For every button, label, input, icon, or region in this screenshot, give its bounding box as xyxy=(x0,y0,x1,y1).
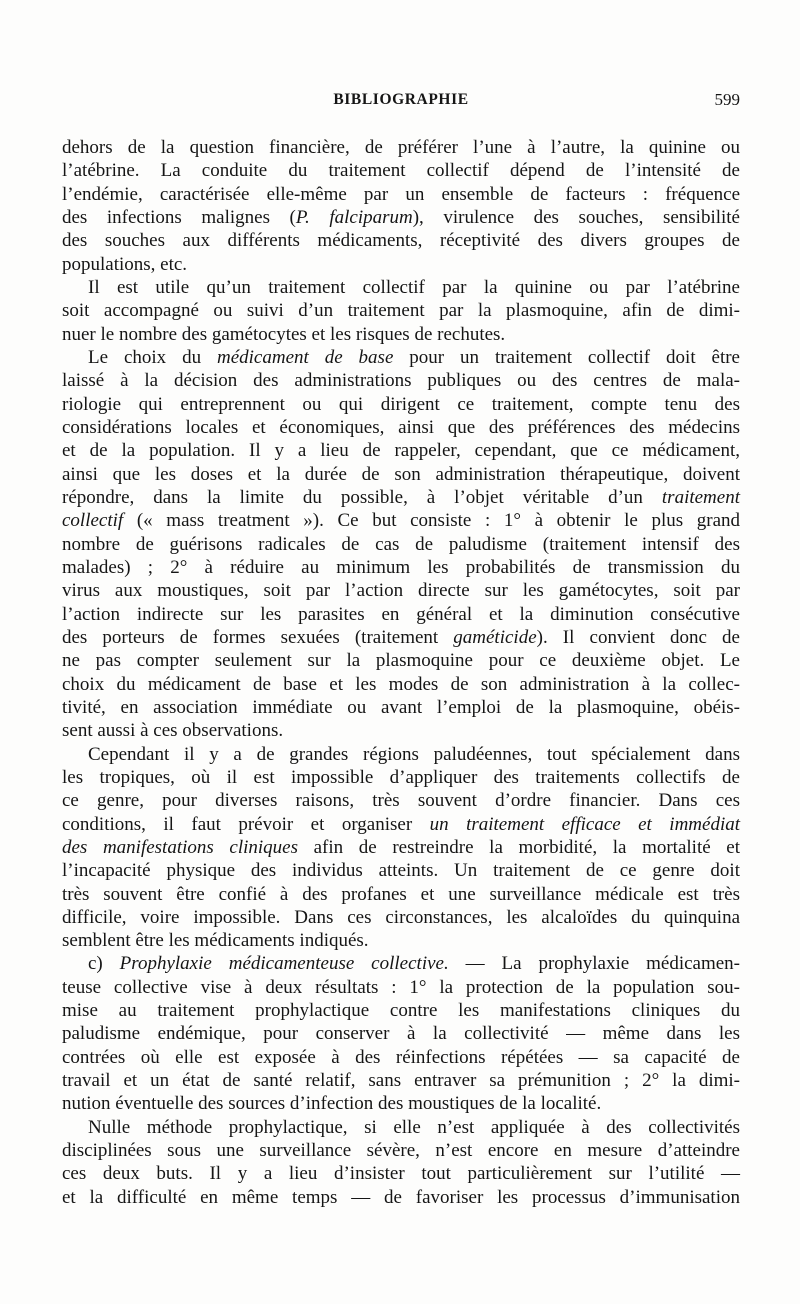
text-line xyxy=(62,1162,740,1185)
text-run: afin de restreindre la morbidité, la mortalité et xyxy=(298,836,740,858)
text-line xyxy=(62,1116,740,1139)
text-run: Il est utile qu’un traitement collectif par la quinine ou par l’atébrine xyxy=(88,276,740,298)
text-line xyxy=(62,766,740,789)
text-line xyxy=(62,649,740,672)
text-line xyxy=(62,369,740,392)
text-run: l’atébrine. La conduite du traitement collectif dépend de l’intensité de xyxy=(62,160,740,182)
text-run: populations, etc. xyxy=(62,253,188,275)
italic-text-run: P. falciparum xyxy=(295,206,413,228)
paragraph xyxy=(62,136,740,276)
text-run: mise au traitement prophylactique contre les manifestations cliniques du xyxy=(62,1000,740,1022)
text-run: riologie qui entreprennent ou qui dirigent ce traitement, compte tenu des xyxy=(62,393,740,415)
text-line xyxy=(62,999,740,1022)
text-line xyxy=(62,229,740,252)
text-run: disciplinées sous une surveillance sévère, n’est encore en mesure d’atteindre xyxy=(62,1140,740,1162)
text-line xyxy=(62,673,740,696)
text-run: dehors de la question financière, de préférer l’une à l’autre, la quinine ou xyxy=(62,137,740,158)
italic-text-run: gaméticide xyxy=(453,626,537,648)
italic-text-run: des manifestations cliniques xyxy=(62,836,298,858)
text-run: des porteurs de formes sexuées (traitement xyxy=(62,626,454,648)
paragraph xyxy=(62,952,740,1115)
text-run: difficile, voire impossible. Dans ces circonstances, les alcaloïdes du quinquina xyxy=(62,906,740,928)
running-header-title: BIBLIOGRAPHIE xyxy=(333,91,469,108)
text-line xyxy=(62,1139,740,1162)
text-run: conditions, il faut prévoir et organiser xyxy=(62,813,430,835)
text-line xyxy=(62,626,740,649)
body-text xyxy=(62,136,740,1209)
text-line xyxy=(62,929,740,952)
italic-text-run: Prophylaxie médicamenteuse collective. xyxy=(119,953,449,975)
text-run: et la difficulté en même temps — de favoriser les processus d’immunisation xyxy=(62,1186,740,1208)
text-run: teuse collective vise à deux résultats : 1° la protection de la population sou- xyxy=(62,976,740,998)
text-line xyxy=(62,813,740,836)
text-run: nombre de guérisons radicales de cas de paludisme (traitement intensif des xyxy=(62,533,740,555)
text-line xyxy=(62,1092,740,1115)
text-line xyxy=(62,393,740,416)
text-line xyxy=(62,416,740,439)
text-run: Cependant il y a de grandes régions paludéennes, tout spécialement dans xyxy=(88,743,740,765)
text-run: — La prophylaxie médicamen- xyxy=(448,953,741,975)
text-line xyxy=(62,1069,740,1092)
text-line xyxy=(62,906,740,929)
text-line xyxy=(62,579,740,602)
text-run: ), virulence des souches, sensibilité xyxy=(412,206,740,228)
text-line xyxy=(62,836,740,859)
text-run: considérations locales et économiques, ainsi que des préférences des médecins xyxy=(62,416,740,438)
text-line xyxy=(62,1022,740,1045)
text-run: paludisme endémique, pour conserver à la collectivité — même dans les xyxy=(62,1023,740,1045)
text-line xyxy=(62,603,740,626)
text-run: nuer le nombre des gamétocytes et les risques de rechutes. xyxy=(62,323,506,345)
text-run: ). Il convient donc de xyxy=(536,626,740,648)
text-line xyxy=(62,509,740,532)
text-run: et de la population. Il y a lieu de rappeler, cependant, que ce médicament, xyxy=(62,440,740,462)
text-run: très souvent être confié à des profanes et une surveillance médicale est très xyxy=(62,883,740,905)
paragraph xyxy=(62,276,740,346)
text-line xyxy=(62,1186,740,1209)
text-run: laissé à la décision des administrations publiques ou des centres de mala- xyxy=(62,370,740,392)
paragraph xyxy=(62,743,740,953)
text-run: des souches aux différents médicaments, réceptivité des divers groupes de xyxy=(62,230,740,252)
text-line xyxy=(62,206,740,229)
text-run: sent aussi à ces observations. xyxy=(62,720,284,742)
paragraph xyxy=(62,346,740,743)
text-line xyxy=(62,253,740,276)
text-line xyxy=(62,976,740,999)
italic-text-run: collectif xyxy=(62,510,124,532)
text-run: (« mass treatment »). Ce but consiste : 1° à obtenir le plus grand xyxy=(123,510,740,532)
text-run: ainsi que les doses et la durée de son administration thérapeutique, doivent xyxy=(62,463,740,485)
text-run: ce genre, pour diverses raisons, très souvent d’ordre financier. Dans ces xyxy=(62,790,740,812)
text-run: des infections malignes ( xyxy=(62,206,296,228)
text-run: contrées où elle est exposée à des réinfections répétées — sa capacité de xyxy=(62,1046,740,1068)
text-run: c) xyxy=(88,953,120,975)
text-line xyxy=(62,346,740,369)
text-line xyxy=(62,859,740,882)
text-run: Le choix du xyxy=(88,346,217,368)
text-line xyxy=(62,159,740,182)
text-line xyxy=(62,323,740,346)
text-line xyxy=(62,136,740,159)
text-run: travail et un état de santé relatif, sans entraver sa prémunition ; 2° la dimi- xyxy=(62,1070,740,1092)
text-run: ne pas compter seulement sur la plasmoquine pour ce deuxième objet. Le xyxy=(62,650,740,672)
text-run: tivité, en association immédiate ou avant l’emploi de la plasmoquine, obéis- xyxy=(62,696,740,718)
text-line xyxy=(62,719,740,742)
text-run: Nulle méthode prophylactique, si elle n’est appliquée à des collectivités xyxy=(88,1116,740,1138)
italic-text-run: un traitement efficace et immédiat xyxy=(429,813,740,835)
text-line xyxy=(62,276,740,299)
text-line xyxy=(62,696,740,719)
text-line xyxy=(62,299,740,322)
text-line xyxy=(62,789,740,812)
text-line xyxy=(62,952,740,975)
text-run: l’action indirecte sur les parasites en général et la diminution consécutive xyxy=(62,603,740,625)
text-run: pour un traitement collectif doit être xyxy=(393,346,740,368)
italic-text-run: médicament de base xyxy=(217,346,394,368)
text-run: semblent être les médicaments indiqués. xyxy=(62,930,369,952)
text-run: malades) ; 2° à réduire au minimum les probabilités de transmission du xyxy=(62,556,740,578)
text-run: ces deux buts. Il y a lieu d’insister tout particulièrement sur l’utilité — xyxy=(62,1163,740,1185)
text-line xyxy=(62,556,740,579)
text-run: répondre, dans la limite du possible, à l’objet véritable d’un xyxy=(62,486,662,508)
text-run: soit accompagné ou suivi d’un traitement par la plasmoquine, afin de dimi- xyxy=(62,300,740,322)
text-line xyxy=(62,533,740,556)
text-run: les tropiques, où il est impossible d’appliquer des traitements collectifs de xyxy=(62,766,740,788)
paragraph xyxy=(62,1116,740,1209)
text-run: choix du médicament de base et les modes de son administration à la collec- xyxy=(62,673,740,695)
text-run: l’incapacité physique des individus atteints. Un traitement de ce genre doit xyxy=(62,860,740,882)
text-run: virus aux moustiques, soit par l’action directe sur les gamétocytes, soit par xyxy=(62,580,740,602)
text-run: nution éventuelle des sources d’infection des moustiques de la localité. xyxy=(62,1093,602,1115)
text-line xyxy=(62,463,740,486)
page-number: 599 xyxy=(714,90,740,109)
text-line xyxy=(62,183,740,206)
text-line xyxy=(62,743,740,766)
text-line xyxy=(62,883,740,906)
text-line xyxy=(62,1046,740,1069)
text-line xyxy=(62,486,740,509)
text-run: l’endémie, caractérisée elle-même par un ensemble de facteurs : fréquence xyxy=(62,183,740,205)
text-line xyxy=(62,439,740,462)
italic-text-run: traitement xyxy=(661,486,740,508)
